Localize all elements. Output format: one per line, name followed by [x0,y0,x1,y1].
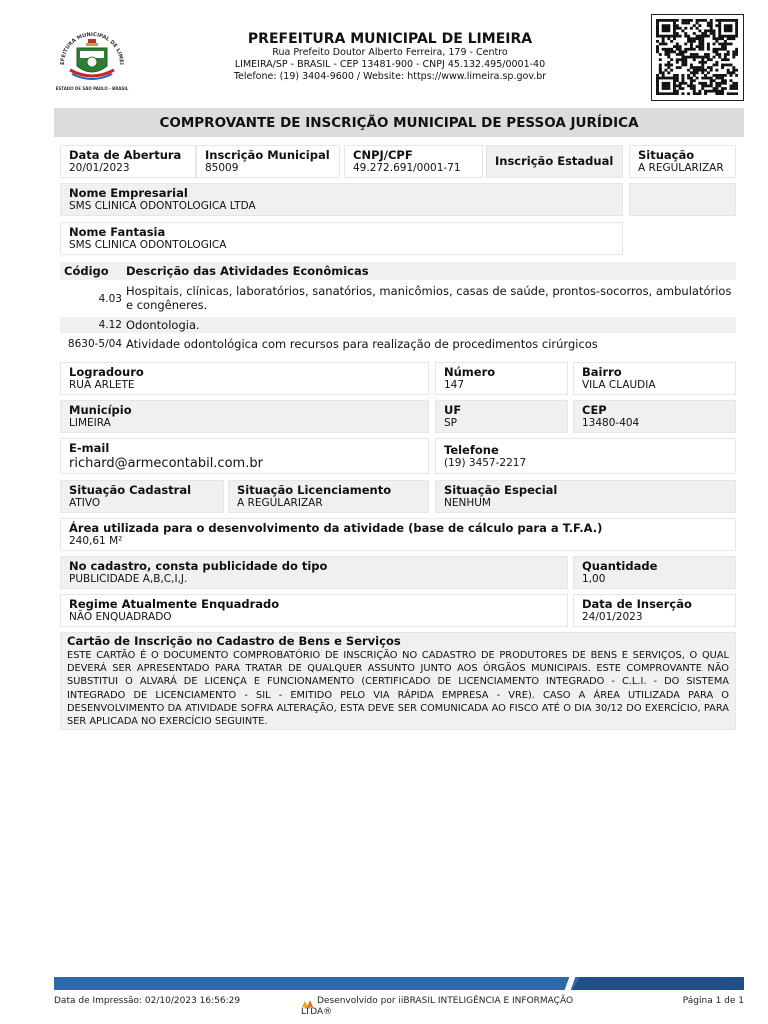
developer-credit: Desenvolvido por iiBRASIL INTELIGÊNCIA E INFORMAÇÃO LTDA® [301,996,574,1017]
svg-text:ESTADO DE SÃO PAULO - BRASIL: ESTADO DE SÃO PAULO - BRASIL [55,86,129,91]
licensing-status-label: Situação Licenciamento [237,483,392,497]
trade-name-value: SMS CLINICA ODONTOLOGICA [69,239,227,251]
opening-date-label: Data de Abertura [69,148,182,162]
special-status-field [435,480,736,513]
cnpj-field [344,145,483,178]
activity-row [60,336,736,354]
activity-description: Hospitais, clínicas, laboratórios, sanatórios, manicômios, casas de saúde, prontos-socorros, ambulatórios e congêneres. [126,284,732,312]
insertion-date-value: 24/01/2023 [582,611,643,623]
city-label: Município [69,403,132,417]
print-date: Data de Impressão: 02/10/2023 16:56:29 [54,996,241,1006]
registry-status-label: Situação Cadastral [69,483,192,497]
zip-label: CEP [582,403,607,417]
street-label: Logradouro [69,365,144,379]
special-status-label: Situação Especial [444,483,558,497]
regime-value: NÃO ENQUADRADO [69,611,172,623]
zip-value: 13480-404 [582,417,640,429]
area-field [60,518,736,551]
quantity-field [573,556,736,589]
insertion-date-label: Data de Inserção [582,597,692,611]
city-value: LIMEIRA [69,417,111,429]
status-value: A REGULARIZAR [638,162,724,174]
licensing-status-value: A REGULARIZAR [237,497,323,509]
trade-name-label: Nome Fantasia [69,225,166,239]
qr-code[interactable] [651,14,744,101]
state-registration-field [486,145,623,178]
phone-field [435,438,736,474]
business-name-field [60,183,623,216]
phone-value: (19) 3457-2217 [444,457,527,469]
street-value: RUA ARLETE [69,379,135,391]
regime-field [60,594,568,627]
trade-name-field [60,222,623,255]
street-field [60,362,429,395]
area-label: Área utilizada para o desenvolvimento da atividade (base de cálculo para a T.F.A.) [69,521,603,535]
special-status-value: NENHUM [444,497,491,509]
city-field [60,400,429,433]
city-hall-title: PREFEITURA MUNICIPAL DE LIMEIRA [247,31,533,47]
activity-code: 8630-5/04 [67,338,122,350]
cnpj-value: 49.272.691/0001-71 [353,162,461,174]
insertion-date-field [573,594,736,627]
registration-card-notice [60,632,736,730]
district-field [573,362,736,395]
card-notice-text: ESTE CARTÃO É O DOCUMENTO COMPROBATÓRIO DE INSCRIÇÃO NO CADASTRO DE PRODUTORES DE BENS E SERVIÇOS, O QUAL DEVERÁ SER APRESENTADO PARA TRATAR DE QUALQUER ASSUNTO JUNTO AOS ÓRGÃOS MUNICIPAIS. ESTE COMPROVANTE NÃO SUBSTITUI O ALVARÁ DE LICENÇA E FUNCIONAMENTO (CERTIFICADO DE LICENCIAMENTO INTEGRADO - C.L.I. - DO SISTEMA INTEGRADO DE LICENCIAMENTO - SIL - EMITIDO PELO VIA RÁPIDA EMPRESA - VRE). CASO A ÁREA UTILIZADA PARA O DESENVOLVIMENTO DA ATIVIDADE SOFRA ALTERAÇÃO, ESTA DEVE SER COMUNICADA AO FISCO ATÉ O DIA 30/12 DO EXERCÍCIO, PARA SER APLICADA NO EXERCÍCIO SEGUINTE. [67,650,729,728]
zip-field [573,400,736,433]
activity-description: Atividade odontológica com recursos para realização de procedimentos cirúrgicos [126,337,598,351]
state-registration-label: Inscrição Estadual [495,154,614,168]
regime-label: Regime Atualmente Enquadrado [69,597,280,611]
activity-code: 4.12 [98,319,122,331]
quantity-value: 1,00 [582,573,606,585]
advertising-label: No cadastro, consta publicidade do tipo [69,559,328,573]
activity-row [60,283,736,315]
area-value: 240,61 M² [69,535,123,547]
number-field [435,362,568,395]
email-label: E-mail [69,441,110,455]
city-hall-address: Rua Prefeito Doutor Alberto Ferreira, 179 - Centro [272,47,508,58]
city-hall-contact-line: Telefone: (19) 3404-9600 / Website: https://www.limeira.sp.gov.br [233,71,547,82]
advertising-value: PUBLICIDADE A,B,C,I,J. [69,573,188,585]
number-label: Número [444,365,496,379]
card-notice-title: Cartão de Inscrição no Cadastro de Bens e Serviços [67,634,401,648]
cnpj-label: CNPJ/CPF [353,148,413,162]
activities-header [60,262,736,280]
status-label: Situação [638,148,695,162]
page-number: Página 1 de 1 [682,996,744,1006]
activity-row [60,317,736,333]
email-field [60,438,429,474]
quantity-label: Quantidade [582,559,658,573]
registry-status-value: ATIVO [69,497,101,509]
opening-date-value: 20/01/2023 [69,162,130,174]
business-name-value: SMS CLINICA ODONTOLOGICA LTDA [69,200,256,212]
business-name-side-field [629,183,736,216]
svg-text:PREFEITURA MUNICIPAL DE LIMEIR: EFEITURA MUNICIPAL DE LIMEI [59,31,125,66]
opening-date-field [60,145,196,178]
state-value: SP [444,417,457,429]
qr-code-image [656,19,738,95]
state-field [435,400,568,433]
email-value: richard@armecontabil.com.br [69,456,263,471]
document-title: COMPROVANTE DE INSCRIÇÃO MUNICIPAL DE PESSOA JURÍDICA [54,108,744,137]
municipal-seal-logo [52,26,132,92]
activity-description: Odontologia. [126,318,200,332]
registry-status-field [60,480,224,513]
business-name-label: Nome Empresarial [69,186,188,200]
district-label: Bairro [582,365,622,379]
activity-description-header: Descrição das Atividades Econômicas [126,264,369,278]
municipal-registration-field [196,145,340,178]
district-value: VILA CLAUDIA [582,379,656,391]
city-hall-cnpj-line: LIMEIRA/SP - BRASIL - CEP 13481-900 - CNPJ 45.132.495/0001-40 [234,59,546,70]
licensing-status-field [228,480,429,513]
phone-label: Telefone [444,443,499,457]
municipal-registration-label: Inscrição Municipal [205,148,330,162]
municipal-registration-value: 85009 [205,162,239,174]
activity-code-header: Código [64,264,109,278]
footer-bar-accent [572,977,744,990]
advertising-field [60,556,568,589]
number-value: 147 [444,379,465,391]
state-label: UF [444,403,462,417]
status-field [629,145,736,178]
activity-code: 4.03 [98,293,122,305]
